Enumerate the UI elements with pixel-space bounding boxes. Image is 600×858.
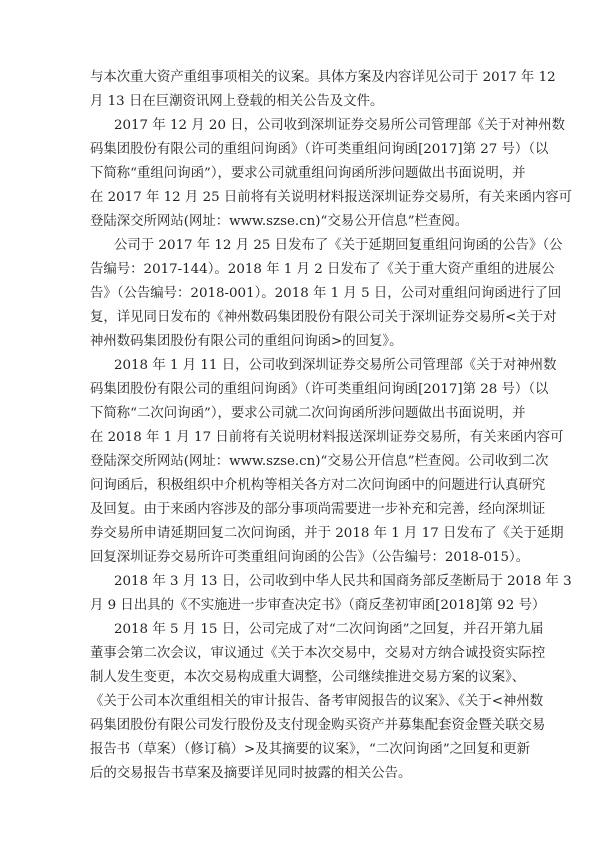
text-line: 公司于 2017 年 12 月 25 日发布了《关于延期回复重组问询函的公告》（公 (114, 238, 563, 254)
text-line: 2017 年 12 月 20 日，公司收到深圳证券交易所公司管理部《关于对神州数 (114, 118, 565, 134)
text-line: 码集团股份有限公司的重组问询函》（许可类重组问询函[2017]第 27 号）（以 (90, 142, 549, 158)
paragraph (90, 618, 546, 786)
text-line: 与本次重大资产重组事项相关的议案。具体方案及内容详见公司于 2017 年 12 (90, 70, 556, 85)
text-line: 下简称“重组问询函”），要求公司就重组问询函所涉问题做出书面说明，并 (90, 166, 526, 182)
text-line: 及回复。由于来函内容涉及的部分事项尚需要进一步补充和完善，经向深圳证 (90, 502, 546, 518)
text-line: 在 2017 年 12 月 25 日前将有关说明材料报送深圳证券交易所，有关来函内容可 (90, 190, 573, 206)
text-line: 码集团股份有限公司的重组问询函》（许可类重组问询函[2017]第 28 号）（以 (90, 382, 549, 398)
paragraph (90, 570, 572, 618)
text-line: 2018 年 1 月 11 日，公司收到深圳证券交易所公司管理部《关于对神州数 (114, 358, 557, 374)
text-line: 登陆深交所网站(网址：www.szse.cn)“交易公开信息”栏查阅。公司收到二次 (90, 454, 549, 470)
text-line: 董事会第二次会议，审议通过《关于本次交易中，交易对方纳合诚投资实际控 (90, 646, 546, 662)
text-line: 问询函后，积极组织中介机构等相关各方对二次问询函中的问题进行认真研究 (90, 478, 546, 494)
text-line: 券交易所申请延期回复二次问询函，并于 2018 年 1 月 17 日发布了《关于延期 (90, 526, 564, 542)
text-line: 告》（公告编号：2018-001）。2018 年 1 月 5 日，公司对重组问询函进行了回 (90, 286, 562, 302)
text-line: 月 9 日出具的《不实施进一步审查决定书》（商反垄初审函[2018]第 92 号） (90, 598, 546, 614)
text-line: 制人发生变更，本次交易构成重大调整，公司继续推进交易方案的议案》、 (90, 670, 526, 686)
document-body (90, 66, 573, 786)
text-line: 登陆深交所网站(网址：www.szse.cn)“交易公开信息”栏查阅。 (90, 214, 469, 230)
paragraph (90, 66, 556, 114)
text-line: 报告书（草案）（修订稿）>及其摘要的议案》，“二次问询函”之回复和更新 (90, 742, 531, 758)
text-line: 后的交易报告书草案及摘要详见同时披露的相关公告。 (90, 766, 412, 782)
paragraph (90, 234, 563, 354)
text-line: 下简称“二次问询函”），要求公司就二次问询函所涉问题做出书面说明，并 (90, 406, 526, 422)
text-line: 2018 年 3 月 13 日，公司收到中华人民共和国商务部反垄断局于 2018 年 3 (114, 574, 572, 590)
text-line: 神州数码集团股份有限公司的重组问询函>的回复》。 (90, 334, 403, 350)
paragraph (90, 114, 573, 234)
text-line: 告编号：2017-144）。2018 年 1 月 2 日发布了《关于重大资产重组的进展公 (90, 262, 555, 278)
text-line: 《关于公司本次重组相关的审计报告、备考审阅报告的议案》、《关于<神州数 (90, 694, 544, 710)
text-line: 在 2018 年 1 月 17 日前将有关说明材料报送深圳证券交易所，有关来函内容可 (90, 430, 564, 446)
text-line: 回复深圳证券交易所许可类重组问询函的公告》（公告编号：2018-015）。 (90, 550, 530, 566)
text-line: 月 13 日在巨潮资讯网上登载的相关公告及文件。 (90, 94, 384, 110)
text-line: 复，详见同日发布的《神州数码集团股份有限公司关于深圳证券交易所<关于对 (90, 310, 557, 326)
text-line: 2018 年 5 月 15 日，公司完成了对“二次问询函”之回复，并召开第九届 (114, 622, 544, 638)
text-line: 码集团股份有限公司发行股份及支付现金购买资产并募集配套资金暨关联交易 (90, 718, 546, 734)
paragraph (90, 354, 564, 570)
